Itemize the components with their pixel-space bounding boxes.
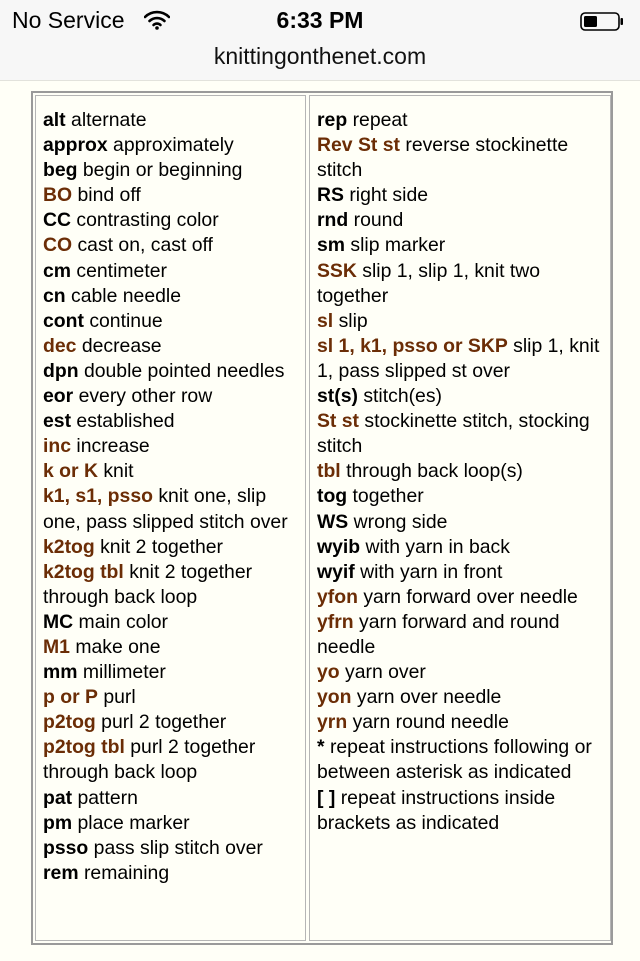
abbreviation-entry xyxy=(43,836,305,861)
abbreviation-term: SSK xyxy=(317,259,357,282)
abbreviation-definition: yarn forward and round needle xyxy=(317,610,560,658)
abbreviation-definition: remaining xyxy=(83,861,170,884)
abbreviation-term: dpn xyxy=(43,359,79,382)
abbreviation-entry xyxy=(317,786,610,836)
abbreviation-definition: slip marker xyxy=(350,234,446,257)
abbreviation-definition: repeat instructions following or between asterisk as indicated xyxy=(317,736,592,784)
abbreviation-term: st(s) xyxy=(317,385,358,408)
abbreviation-term: Rev St st xyxy=(317,134,400,157)
abbreviation-definition: slip xyxy=(338,309,368,332)
abbreviation-term: approx xyxy=(43,134,108,157)
abbreviation-entry xyxy=(317,535,610,560)
abbreviation-entry xyxy=(43,484,305,534)
abbreviation-entry xyxy=(43,233,305,258)
abbreviation-definition: through back loop(s) xyxy=(346,460,523,483)
abbreviation-term: yrn xyxy=(317,711,348,734)
abbreviation-term: sl 1, k1, psso or SKP xyxy=(317,334,508,357)
abbreviation-definition: double pointed needles xyxy=(83,359,285,382)
abbreviation-entry xyxy=(317,585,610,610)
abbreviation-entry xyxy=(43,710,305,735)
abbreviation-entry xyxy=(317,133,610,183)
abbreviation-term: CO xyxy=(43,234,73,257)
abbreviation-term: mm xyxy=(43,661,78,684)
abbreviation-entry xyxy=(317,685,610,710)
abbreviation-entry xyxy=(43,108,305,133)
abbreviation-definition: pattern xyxy=(77,786,138,809)
abbreviation-entry xyxy=(317,735,610,785)
abbreviation-term: yon xyxy=(317,686,352,709)
abbreviation-entry xyxy=(43,384,305,409)
abbreviation-entry xyxy=(43,359,305,384)
abbreviation-term: pm xyxy=(43,811,73,834)
abbreviations-column-right xyxy=(309,95,611,941)
abbreviation-definition: round xyxy=(353,209,404,232)
abbreviation-definition: yarn over xyxy=(345,661,426,684)
abbreviation-term: RS xyxy=(317,184,344,207)
abbreviation-term: BO xyxy=(43,184,73,207)
abbreviation-entry xyxy=(43,259,305,284)
abbreviation-term: tog xyxy=(317,485,348,508)
abbreviation-definition: knit 2 together xyxy=(100,535,223,558)
abbreviation-entry xyxy=(43,434,305,459)
abbreviation-entry xyxy=(317,233,610,258)
abbreviation-entry xyxy=(317,510,610,535)
abbreviation-entry xyxy=(317,610,610,660)
address-bar[interactable] xyxy=(0,38,640,78)
abbreviation-definition: with yarn in front xyxy=(360,560,503,583)
abbreviation-term: pat xyxy=(43,786,73,809)
abbreviation-definition: make one xyxy=(75,635,161,658)
abbreviation-entry xyxy=(43,409,305,434)
abbreviation-term: rem xyxy=(43,861,79,884)
abbreviation-entry xyxy=(317,259,610,309)
abbreviation-entry xyxy=(43,861,305,886)
abbreviation-entry xyxy=(43,660,305,685)
abbreviation-term: k or K xyxy=(43,460,98,483)
abbreviation-term: inc xyxy=(43,435,72,458)
abbreviation-entry xyxy=(43,309,305,334)
abbreviation-term: WS xyxy=(317,510,349,533)
abbreviation-definition: yarn over needle xyxy=(356,686,502,709)
abbreviation-term: tbl xyxy=(317,460,341,483)
abbreviation-definition: yarn forward over needle xyxy=(363,585,578,608)
abbreviation-term: CC xyxy=(43,209,72,232)
abbreviation-term: [ ] xyxy=(317,786,336,809)
abbreviation-term: k1, s1, psso xyxy=(43,485,153,508)
abbreviation-definition: stitch(es) xyxy=(363,385,442,408)
abbreviation-definition: contrasting color xyxy=(76,209,219,232)
abbreviation-definition: cast on, cast off xyxy=(77,234,213,257)
abbreviation-definition: together xyxy=(352,485,424,508)
abbreviation-entry xyxy=(43,685,305,710)
abbreviation-term: k2tog tbl xyxy=(43,560,124,583)
abbreviation-entry xyxy=(43,535,305,560)
abbreviation-entry xyxy=(43,183,305,208)
abbreviation-definition: right side xyxy=(349,184,429,207)
abbreviation-definition: increase xyxy=(76,435,150,458)
abbreviation-definition: purl 2 together through back loop xyxy=(43,736,256,784)
abbreviation-entry xyxy=(43,786,305,811)
abbreviation-definition: with yarn in back xyxy=(365,535,510,558)
abbreviation-entry xyxy=(43,133,305,158)
abbreviation-entry xyxy=(43,158,305,183)
abbreviation-term: M1 xyxy=(43,635,70,658)
abbreviation-definition: pass slip stitch over xyxy=(93,836,263,859)
abbreviation-definition: purl xyxy=(103,686,136,709)
abbreviation-entry xyxy=(43,208,305,233)
abbreviation-term: p or P xyxy=(43,686,98,709)
abbreviation-term: eor xyxy=(43,385,74,408)
abbreviation-term: yfrn xyxy=(317,610,354,633)
abbreviation-term: rep xyxy=(317,109,348,131)
abbreviation-definition: place marker xyxy=(77,811,190,834)
abbreviation-term: cm xyxy=(43,259,72,282)
abbreviation-entry xyxy=(317,560,610,585)
abbreviation-definition: purl 2 together xyxy=(101,711,227,734)
abbreviation-term: p2tog xyxy=(43,711,96,734)
abbreviation-entry xyxy=(317,484,610,509)
abbreviation-definition: alternate xyxy=(71,109,147,131)
abbreviation-entry xyxy=(317,309,610,334)
abbreviation-definition: stockinette stitch, stocking stitch xyxy=(317,410,590,458)
abbreviation-term: alt xyxy=(43,109,66,131)
abbreviation-definition: begin or beginning xyxy=(82,159,243,182)
abbreviation-definition: knit one, slip one, pass slipped stitch over xyxy=(43,485,288,533)
abbreviation-definition: knit 2 together through back loop xyxy=(43,560,253,608)
status-bar xyxy=(0,0,640,40)
abbreviations-table xyxy=(31,91,613,945)
carrier-label: No Service xyxy=(12,7,125,33)
abbreviation-definition: reverse stockinette stitch xyxy=(317,134,569,182)
abbreviation-entry xyxy=(43,811,305,836)
abbreviations-column-left xyxy=(35,95,306,941)
battery-icon xyxy=(580,10,624,29)
abbreviation-term: * xyxy=(317,736,325,759)
abbreviation-entry xyxy=(317,183,610,208)
abbreviation-term: cont xyxy=(43,309,84,332)
abbreviation-term: cn xyxy=(43,284,66,307)
abbreviation-definition: established xyxy=(76,410,175,433)
abbreviation-term: dec xyxy=(43,334,77,357)
abbreviation-entry xyxy=(317,334,610,384)
abbreviation-definition: cable needle xyxy=(71,284,182,307)
abbreviation-definition: repeat instructions inside brackets as indicated xyxy=(317,786,556,834)
abbreviation-definition: knit xyxy=(103,460,134,483)
abbreviation-entry xyxy=(317,710,610,735)
abbreviation-definition: every other row xyxy=(78,385,213,408)
abbreviation-entry xyxy=(43,459,305,484)
abbreviation-entry xyxy=(317,108,610,133)
abbreviation-definition: repeat xyxy=(352,109,408,131)
abbreviation-term: yo xyxy=(317,661,340,684)
abbreviation-definition: decrease xyxy=(81,334,162,357)
abbreviation-term: wyif xyxy=(317,560,355,583)
abbreviation-definition: continue xyxy=(89,309,163,332)
abbreviation-term: wyib xyxy=(317,535,361,558)
abbreviation-entry xyxy=(317,208,610,233)
abbreviation-entry xyxy=(317,409,610,459)
abbreviation-entry xyxy=(43,610,305,635)
abbreviation-term: psso xyxy=(43,836,89,859)
abbreviation-term: St st xyxy=(317,410,360,433)
page-content xyxy=(0,80,640,961)
abbreviation-term: sm xyxy=(317,234,346,257)
abbreviation-entry xyxy=(43,735,305,785)
abbreviation-term: beg xyxy=(43,159,78,182)
abbreviation-definition: centimeter xyxy=(76,259,167,282)
abbreviation-term: MC xyxy=(43,610,74,633)
abbreviation-term: sl xyxy=(317,309,334,332)
abbreviation-definition: approximately xyxy=(113,134,234,157)
abbreviation-definition: millimeter xyxy=(82,661,166,684)
clock: 6:33 PM xyxy=(276,7,364,33)
abbreviation-term: yfon xyxy=(317,585,358,608)
abbreviation-definition: slip 1, slip 1, knit two together xyxy=(317,259,541,307)
abbreviation-term: k2tog xyxy=(43,535,95,558)
abbreviation-term: rnd xyxy=(317,209,349,232)
abbreviation-entry xyxy=(43,560,305,610)
abbreviation-term: est xyxy=(43,410,72,433)
abbreviation-entry xyxy=(43,635,305,660)
abbreviation-entry xyxy=(317,459,610,484)
abbreviation-entry xyxy=(43,284,305,309)
abbreviation-definition: yarn round needle xyxy=(352,711,509,734)
abbreviation-entry xyxy=(43,334,305,359)
abbreviation-entry xyxy=(317,660,610,685)
abbreviation-term: p2tog tbl xyxy=(43,736,125,759)
abbreviation-definition: wrong side xyxy=(353,510,448,533)
abbreviation-definition: bind off xyxy=(77,184,141,207)
url-text: knittingonthenet.com xyxy=(213,43,427,69)
abbreviation-definition: main color xyxy=(78,610,168,633)
abbreviation-entry xyxy=(317,384,610,409)
abbreviation-definition: slip 1, knit 1, pass slipped st over xyxy=(317,334,600,382)
